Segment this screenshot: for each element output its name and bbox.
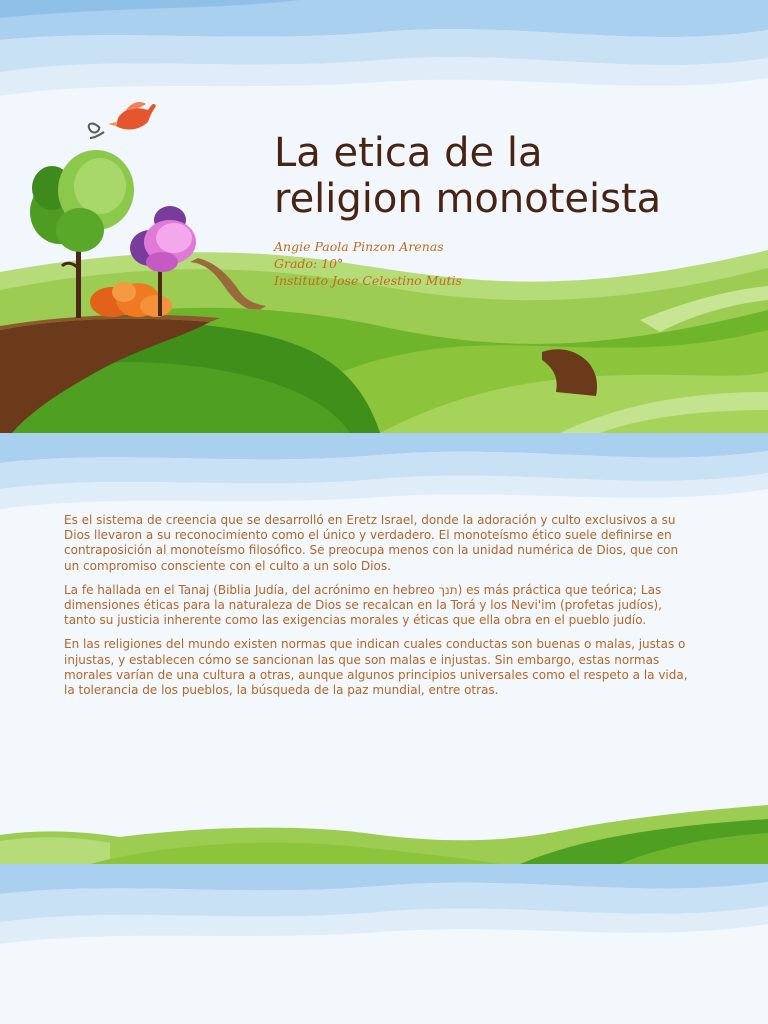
next-slide-partial (0, 864, 768, 1024)
title-line-1: La etica de la (274, 130, 543, 176)
wave-background (0, 864, 768, 1024)
grade-label: Grado: 10° (274, 256, 344, 271)
content-slide (0, 433, 768, 864)
title-line-2: religion monoteista (274, 176, 662, 222)
bird-icon (89, 102, 156, 138)
body-text (64, 513, 694, 707)
subtitle-block (274, 238, 714, 289)
page-title (274, 130, 754, 222)
institute-name: Instituto Jose Celestino Mutis (274, 273, 462, 288)
paragraph-3: En las religiones del mundo existen normas que indican cuales conductas son buenas o malas, justas o injustas, y establecen cómo se sancionan las que son malas e injustas. Sin embargo, estas normas morales varían de una cultura a otras, aunque algunos principios universales como el respeto a la vida, la tolerancia de los pueblos, la búsqueda de la paz mundial, entre otras. (64, 637, 688, 698)
author-name: Angie Paola Pinzon Arenas (274, 239, 444, 254)
paragraph-1: Es el sistema de creencia que se desarrolló en Eretz Israel, donde la adoración y culto exclusivos a su Dios llevaron a su reconocimiento como el único y verdadero. El monoteísmo ético suele definirse en contraposición al monoteísmo filosófico. Se preocupa menos con la unidad numérica de Dios, que con un compromiso consciente con el culto a un solo Dios. (64, 513, 679, 573)
title-slide (0, 0, 768, 433)
paragraph-2: La fe hallada en el Tanaj (Biblia Judía, del acrónimo en hebreo תנך) es más práctica que teórica; Las dimensiones éticas para la naturaleza de Dios se recalcan en la Torá y los Nevi'im (profetas judíos), tanto su justicia inherente como las exigencias morales y éticas que ella obra en el pueblo judío. (64, 582, 662, 628)
